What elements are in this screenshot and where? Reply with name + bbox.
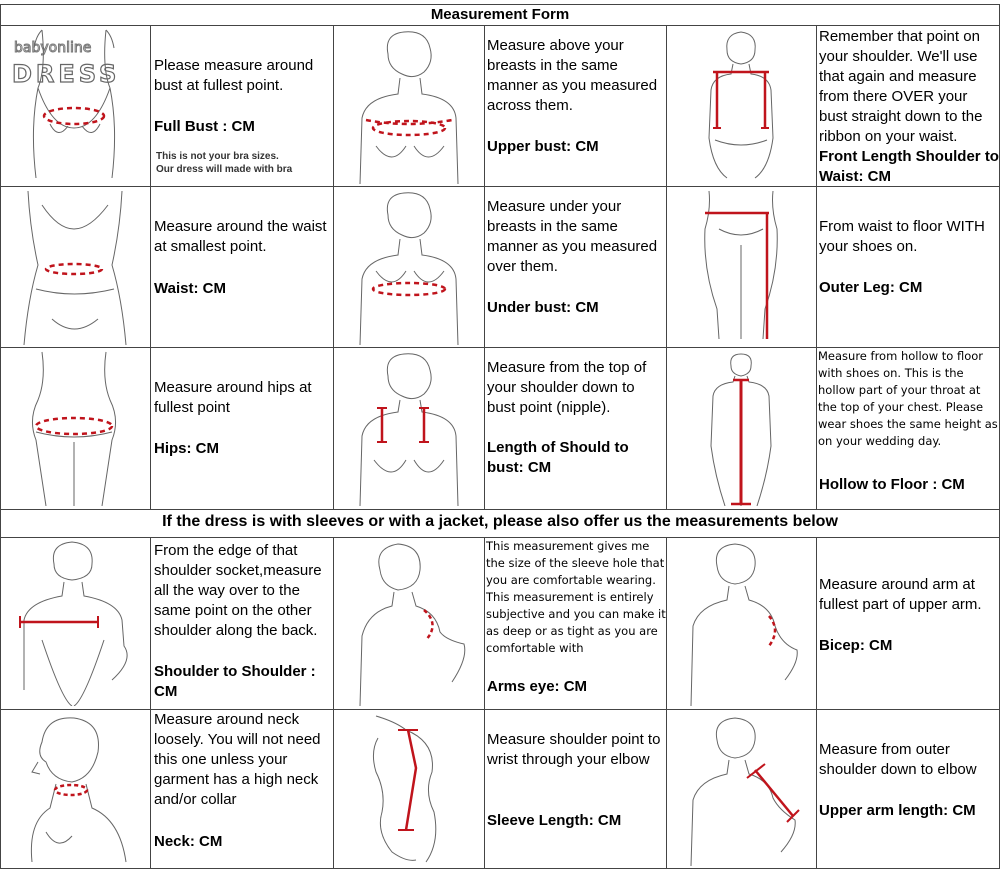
- outer-leg-figure: [669, 189, 815, 345]
- sleeves-banner: If the dress is with sleeves or with a jacket, please also offer us the measurements below: [162, 513, 838, 530]
- outer-leg-label: Outer Leg: CM: [819, 279, 923, 296]
- waist-label: Waist: CM: [154, 280, 226, 297]
- shoulder-to-bust-instruction: Measure from the top of your shoulder down to bust point (nipple).: [487, 359, 647, 416]
- grid-line: [666, 25, 667, 509]
- hollow-to-floor-figure: [669, 350, 815, 506]
- grid-line: [0, 868, 1000, 869]
- sleeve-length-figure: [336, 712, 482, 866]
- arms-eye-figure: [336, 540, 482, 706]
- hips-instruction: Measure around hips at fullest point: [154, 379, 312, 416]
- hips-figure: [2, 350, 148, 506]
- grid-line: [816, 537, 817, 868]
- hips-label: Hips: CM: [154, 440, 219, 457]
- grid-line: [816, 25, 817, 509]
- front-length-label: Front Length Shoulder to Waist: CM: [819, 148, 999, 185]
- sleeve-length-instruction: Measure shoulder point to wrist through your elbow: [487, 731, 661, 768]
- logo-text: DRESS: [12, 60, 121, 88]
- logo-text: babyonline: [14, 40, 92, 56]
- shoulder-to-shoulder-instruction: From the edge of that shoulder socket,measure all the way over to the same point on the other shoulder along the back.: [154, 542, 322, 639]
- grid-line: [0, 4, 1000, 5]
- hollow-to-floor-label: Hollow to Floor : CM: [819, 476, 965, 493]
- neck-label: Neck: CM: [154, 833, 223, 850]
- shoulder-to-shoulder-label: Shoulder to Shoulder : CM: [154, 663, 316, 700]
- grid-line: [333, 537, 334, 868]
- waist-figure: [2, 189, 148, 345]
- under-bust-figure: [336, 189, 482, 345]
- upper-arm-length-instruction: Measure from outer shoulder down to elbow: [819, 741, 977, 778]
- arms-eye-instruction: This measurement gives me the size of the sleeve hole that you are comfortable wearing. This measurement is entirely subjective and you can make it as deep or as tight as you are comfortable with: [486, 539, 666, 655]
- note-line: Our dress will made with bra: [156, 164, 293, 175]
- shoulder-to-bust-label: Length of Should to bust: CM: [487, 439, 629, 476]
- bicep-figure: [669, 540, 815, 706]
- waist-instruction: Measure around the waist at smallest point.: [154, 218, 327, 255]
- hollow-to-floor-instruction: Measure from hollow to floor with shoes on. This is the hollow part of your throat at the top of your chest. Please wear shoes the same height as on your wedding day.: [818, 349, 998, 448]
- under-bust-instruction: Measure under your breasts in the same manner as you measured over them.: [487, 198, 658, 275]
- front-length-instruction: Remember that point on your shoulder. We'll use that again and measure from there OVER your bust straight down to the ribbon on your waist.: [819, 28, 983, 145]
- neck-instruction: Measure around neck loosely. You will not need this one unless your garment has a high neck and/or collar: [154, 711, 321, 808]
- upper-bust-instruction: Measure above your breasts in the same manner as you measured across them.: [487, 37, 658, 114]
- under-bust-label: Under bust: CM: [487, 299, 599, 316]
- arms-eye-label: Arms eye: CM: [487, 678, 588, 695]
- upper-bust-label: Upper bust: CM: [487, 138, 599, 155]
- grid-line: [666, 537, 667, 868]
- shoulder-to-bust-figure: [336, 350, 482, 506]
- sleeve-length-label: Sleeve Length: CM: [487, 812, 622, 829]
- bicep-label: Bicep: CM: [819, 637, 893, 654]
- grid-line: [150, 537, 151, 868]
- upper-arm-length-label: Upper arm length: CM: [819, 802, 976, 819]
- front-length-figure: [669, 28, 815, 184]
- outer-leg-instruction: From waist to floor WITH your shoes on.: [819, 218, 985, 255]
- grid-line: [484, 25, 485, 509]
- full-bust-figure: [2, 28, 148, 184]
- bra-size-note: [156, 150, 332, 176]
- grid-line: [0, 509, 1000, 510]
- upper-bust-figure: [336, 28, 482, 184]
- grid-line: [0, 4, 1, 869]
- grid-line: [150, 25, 151, 509]
- full-bust-instruction: Please measure around bust at fullest point.: [154, 57, 314, 94]
- shoulder-to-shoulder-figure: [2, 540, 148, 706]
- neck-figure: [2, 712, 148, 866]
- upper-arm-length-figure: [669, 712, 815, 866]
- full-bust-label: Full Bust : CM: [154, 118, 255, 135]
- grid-line: [333, 25, 334, 509]
- grid-line: [484, 537, 485, 868]
- note-line: This is not your bra sizes.: [156, 151, 279, 162]
- bicep-instruction: Measure around arm at fullest part of upper arm.: [819, 576, 982, 613]
- page-title: Measurement Form: [430, 6, 570, 23]
